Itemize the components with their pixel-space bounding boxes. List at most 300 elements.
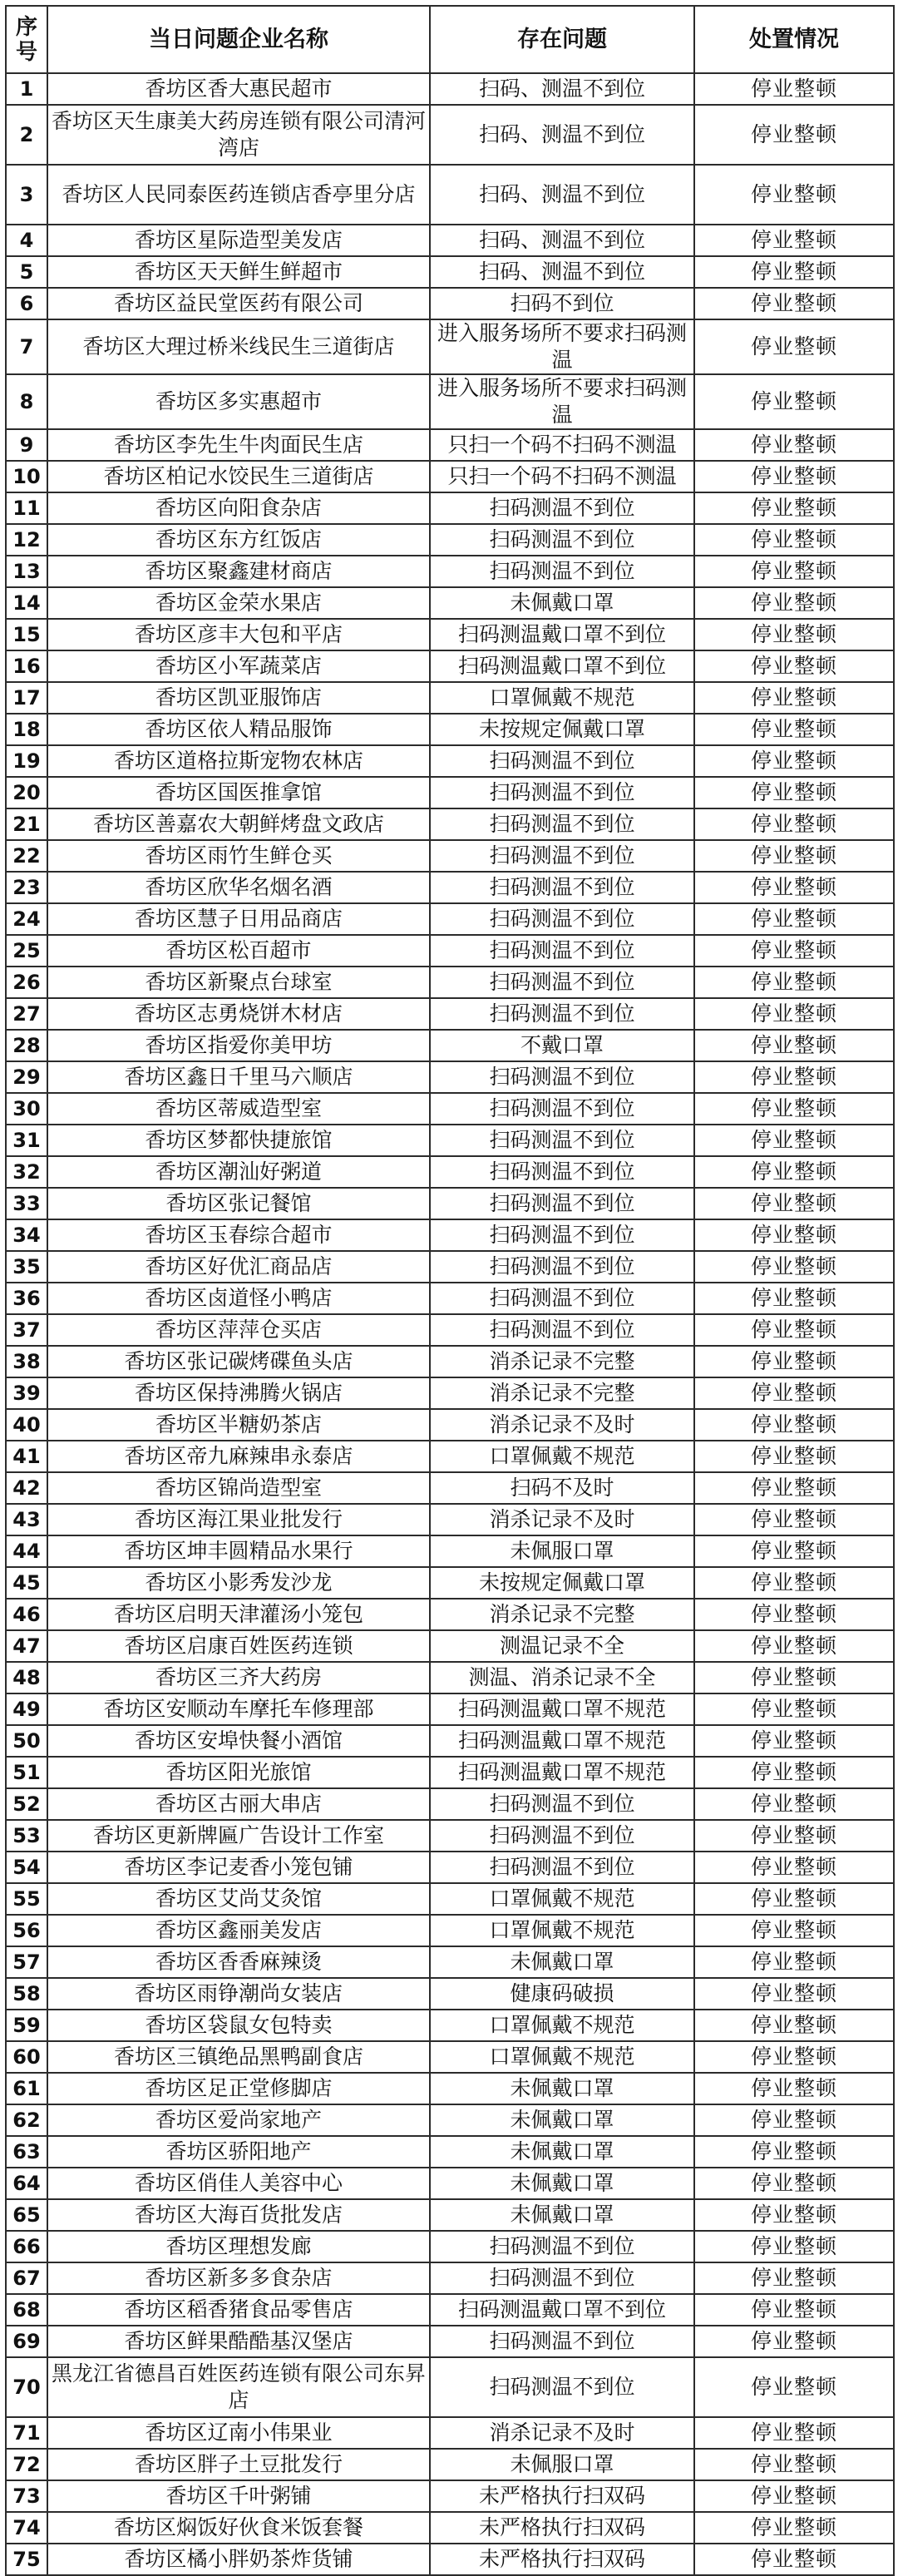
issue-text: 不戴口罩 [430,1030,694,1061]
company-name: 香坊区金荣水果店 [47,587,430,619]
row-number: 50 [6,1725,47,1757]
company-name: 香坊区天生康美大药房连锁有限公司清河湾店 [47,105,430,165]
issue-text: 未严格执行扫双码 [430,2480,694,2512]
company-name: 香坊区东方红饭店 [47,524,430,556]
action-status: 停业整顿 [694,524,894,556]
table-row [6,2326,894,2357]
company-name: 香坊区善嘉农大朝鲜烤盘文政店 [47,808,430,840]
table-row [6,1693,894,1725]
issue-text: 扫码测温不到位 [430,1283,694,1314]
table-row [6,2073,894,2104]
table-row [6,2480,894,2512]
row-number: 7 [6,319,47,374]
action-status: 停业整顿 [694,935,894,967]
table-row [6,2041,894,2073]
table-row [6,2168,894,2199]
row-number: 9 [6,429,47,461]
row-number: 65 [6,2199,47,2231]
table-row [6,165,894,225]
issue-text: 只扫一个码不扫码不测温 [430,429,694,461]
header-issue: 存在问题 [430,6,694,73]
company-name: 香坊区彦丰大包和平店 [47,619,430,650]
action-status: 停业整顿 [694,714,894,745]
row-number: 67 [6,2262,47,2294]
issue-text: 消杀记录不完整 [430,1346,694,1377]
company-name: 香坊区艾尚艾灸馆 [47,1883,430,1915]
issue-text: 扫码测温不到位 [430,777,694,808]
action-status: 停业整顿 [694,2449,894,2480]
row-number: 35 [6,1251,47,1283]
table-row [6,1314,894,1346]
company-name: 香坊区潮汕好粥道 [47,1156,430,1188]
company-name: 香坊区香香麻辣烫 [47,1946,430,1978]
company-name: 香坊区梦都快捷旅馆 [47,1125,430,1156]
row-number: 52 [6,1788,47,1820]
action-status: 停业整顿 [694,1852,894,1883]
action-status: 停业整顿 [694,2073,894,2104]
table-row [6,1567,894,1599]
company-name: 香坊区星际造型美发店 [47,225,430,256]
issue-text: 未佩戴口罩 [430,1946,694,1978]
action-status: 停业整顿 [694,1188,894,1219]
action-status: 停业整顿 [694,1441,894,1472]
table-row [6,2417,894,2449]
table-row [6,1156,894,1188]
issue-text: 进入服务场所不要求扫码测温 [430,374,694,429]
table-row [6,2357,894,2417]
table-row [6,1599,894,1630]
company-name: 香坊区国医推拿馆 [47,777,430,808]
row-number: 63 [6,2136,47,2168]
issue-text: 扫码测温不到位 [430,998,694,1030]
table-row [6,1061,894,1093]
action-status: 停业整顿 [694,256,894,288]
issue-text: 扫码测温不到位 [430,1125,694,1156]
table-row [6,2449,894,2480]
row-number: 36 [6,1283,47,1314]
table-row [6,225,894,256]
action-status: 停业整顿 [694,1504,894,1535]
company-name: 香坊区玉春综合超市 [47,1219,430,1251]
action-status: 停业整顿 [694,319,894,374]
company-name: 香坊区千叶粥铺 [47,2480,430,2512]
company-name: 香坊区坤丰圆精品水果行 [47,1535,430,1567]
issue-text: 未佩戴口罩 [430,2136,694,2168]
action-status: 停业整顿 [694,225,894,256]
table-row [6,374,894,429]
action-status: 停业整顿 [694,1725,894,1757]
company-name: 香坊区半糖奶茶店 [47,1409,430,1441]
action-status: 停业整顿 [694,1346,894,1377]
issue-text: 扫码测温不到位 [430,1820,694,1852]
row-number: 29 [6,1061,47,1093]
company-name: 香坊区人民同泰医药连锁店香亭里分店 [47,165,430,225]
company-name: 香坊区古丽大串店 [47,1788,430,1820]
row-number: 60 [6,2041,47,2073]
row-number: 28 [6,1030,47,1061]
table-row [6,1915,894,1946]
issue-text: 消杀记录不完整 [430,1377,694,1409]
table-row [6,1283,894,1314]
action-status: 停业整顿 [694,2041,894,2073]
table-row [6,1978,894,2010]
action-status: 停业整顿 [694,1283,894,1314]
issue-text: 测温记录不全 [430,1630,694,1662]
company-name: 香坊区凯亚服饰店 [47,682,430,714]
table-body [6,73,894,2575]
company-name: 香坊区好优汇商品店 [47,1251,430,1283]
table-row [6,903,894,935]
company-name: 香坊区小影秀发沙龙 [47,1567,430,1599]
issue-text: 扫码测温不到位 [430,1788,694,1820]
row-number: 53 [6,1820,47,1852]
table-row [6,2512,894,2544]
action-status: 停业整顿 [694,998,894,1030]
company-name: 香坊区稻香猪食品零售店 [47,2294,430,2326]
row-number: 58 [6,1978,47,2010]
action-status: 停业整顿 [694,2104,894,2136]
table-row [6,73,894,105]
table-row [6,1630,894,1662]
company-name: 香坊区大海百货批发店 [47,2199,430,2231]
company-name: 香坊区李先生牛肉面民生店 [47,429,430,461]
row-number: 47 [6,1630,47,1662]
table-row [6,492,894,524]
issue-text: 消杀记录不完整 [430,1599,694,1630]
row-number: 1 [6,73,47,105]
table-row [6,461,894,492]
issue-text: 消杀记录不及时 [430,2417,694,2449]
issue-text: 扫码测温不到位 [430,1219,694,1251]
issue-text: 未佩戴口罩 [430,587,694,619]
company-name: 香坊区慧子日用品商店 [47,903,430,935]
action-status: 停业整顿 [694,1125,894,1156]
action-status: 停业整顿 [694,872,894,903]
row-number: 46 [6,1599,47,1630]
company-name: 香坊区安埠快餐小酒馆 [47,1725,430,1757]
issue-text: 口罩佩戴不规范 [430,682,694,714]
row-number: 57 [6,1946,47,1978]
action-status: 停业整顿 [694,1251,894,1283]
issue-text: 消杀记录不及时 [430,1409,694,1441]
company-name: 香坊区香大惠民超市 [47,73,430,105]
issue-text: 未按规定佩戴口罩 [430,714,694,745]
action-status: 停业整顿 [694,1662,894,1693]
table-row [6,872,894,903]
table-row [6,1820,894,1852]
table-row [6,1852,894,1883]
action-status: 停业整顿 [694,1377,894,1409]
action-status: 停业整顿 [694,1946,894,1978]
action-status: 停业整顿 [694,429,894,461]
issue-text: 扫码、测温不到位 [430,225,694,256]
row-number: 20 [6,777,47,808]
issue-text: 扫码不到位 [430,288,694,319]
company-name: 香坊区理想发廊 [47,2231,430,2262]
table-row [6,1472,894,1504]
issue-text: 口罩佩戴不规范 [430,1915,694,1946]
issue-text: 扫码、测温不到位 [430,73,694,105]
company-name: 香坊区松百超市 [47,935,430,967]
table-row [6,1219,894,1251]
row-number: 64 [6,2168,47,2199]
issue-text: 测温、消杀记录不全 [430,1662,694,1693]
issue-text: 未严格执行扫双码 [430,2512,694,2544]
row-number: 43 [6,1504,47,1535]
action-status: 停业整顿 [694,73,894,105]
table-row [6,1251,894,1283]
table-row [6,840,894,872]
table-row [6,1030,894,1061]
table-row [6,650,894,682]
issue-text: 扫码测温不到位 [430,1852,694,1883]
company-name: 香坊区张记餐馆 [47,1188,430,1219]
issue-text: 扫码测温不到位 [430,808,694,840]
action-status: 停业整顿 [694,2480,894,2512]
issue-text: 扫码测温不到位 [430,1093,694,1125]
table-row [6,1757,894,1788]
table-row [6,1409,894,1441]
company-name: 香坊区雨竹生鲜仓买 [47,840,430,872]
issue-text: 扫码测温戴口罩不规范 [430,1693,694,1725]
row-number: 15 [6,619,47,650]
row-number: 75 [6,2544,47,2575]
company-name: 香坊区张记碳烤碟鱼头店 [47,1346,430,1377]
table-row [6,2010,894,2041]
company-name: 香坊区新多多食杂店 [47,2262,430,2294]
action-status: 停业整顿 [694,1915,894,1946]
issue-text: 扫码测温不到位 [430,1156,694,1188]
table-row [6,1788,894,1820]
row-number: 16 [6,650,47,682]
row-number: 13 [6,556,47,587]
row-number: 23 [6,872,47,903]
company-name: 香坊区胖子土豆批发行 [47,2449,430,2480]
row-number: 17 [6,682,47,714]
row-number: 56 [6,1915,47,1946]
row-number: 39 [6,1377,47,1409]
action-status: 停业整顿 [694,650,894,682]
action-status: 停业整顿 [694,1093,894,1125]
row-number: 19 [6,745,47,777]
row-number: 34 [6,1219,47,1251]
row-number: 32 [6,1156,47,1188]
issue-text: 健康码破损 [430,1978,694,2010]
company-name: 香坊区保持沸腾火锅店 [47,1377,430,1409]
issue-text: 扫码测温不到位 [430,903,694,935]
row-number: 55 [6,1883,47,1915]
company-name: 香坊区新聚点台球室 [47,967,430,998]
issue-text: 口罩佩戴不规范 [430,2041,694,2073]
table-row [6,1188,894,1219]
table-row [6,1441,894,1472]
table-row [6,2199,894,2231]
issue-text: 扫码不及时 [430,1472,694,1504]
company-name: 香坊区帝九麻辣串永泰店 [47,1441,430,1472]
company-name: 香坊区指爱你美甲坊 [47,1030,430,1061]
issue-text: 口罩佩戴不规范 [430,1441,694,1472]
company-name: 香坊区雨铮潮尚女装店 [47,1978,430,2010]
table-row [6,619,894,650]
action-status: 停业整顿 [694,808,894,840]
table-header-row [6,6,894,73]
action-status: 停业整顿 [694,288,894,319]
row-number: 11 [6,492,47,524]
table-row [6,2136,894,2168]
issue-text: 未严格执行扫双码 [430,2544,694,2575]
table-row [6,1535,894,1567]
action-status: 停业整顿 [694,2262,894,2294]
action-status: 停业整顿 [694,1630,894,1662]
action-status: 停业整顿 [694,2357,894,2417]
company-name: 香坊区聚鑫建材商店 [47,556,430,587]
company-name: 香坊区袋鼠女包特卖 [47,2010,430,2041]
table-row [6,1883,894,1915]
action-status: 停业整顿 [694,777,894,808]
row-number: 12 [6,524,47,556]
company-name: 香坊区鑫日千里马六顺店 [47,1061,430,1093]
table-row [6,1946,894,1978]
row-number: 40 [6,1409,47,1441]
action-status: 停业整顿 [694,556,894,587]
issue-text: 扫码测温不到位 [430,524,694,556]
action-status: 停业整顿 [694,619,894,650]
table-row [6,967,894,998]
table-row [6,556,894,587]
company-name: 香坊区骄阳地产 [47,2136,430,2168]
issue-text: 进入服务场所不要求扫码测温 [430,319,694,374]
issue-text: 只扫一个码不扫码不测温 [430,461,694,492]
table-row [6,1377,894,1409]
row-number: 2 [6,105,47,165]
issue-text: 未按规定佩戴口罩 [430,1567,694,1599]
action-status: 停业整顿 [694,587,894,619]
row-number: 48 [6,1662,47,1693]
action-status: 停业整顿 [694,2512,894,2544]
action-status: 停业整顿 [694,1409,894,1441]
row-number: 42 [6,1472,47,1504]
action-status: 停业整顿 [694,1030,894,1061]
company-name: 香坊区三齐大药房 [47,1662,430,1693]
action-status: 停业整顿 [694,1978,894,2010]
action-status: 停业整顿 [694,1219,894,1251]
company-name: 香坊区蒂威造型室 [47,1093,430,1125]
action-status: 停业整顿 [694,1883,894,1915]
row-number: 51 [6,1757,47,1788]
row-number: 61 [6,2073,47,2104]
issue-text: 扫码测温不到位 [430,1251,694,1283]
company-name: 香坊区橘小胖奶茶炸货铺 [47,2544,430,2575]
row-number: 27 [6,998,47,1030]
company-name: 香坊区天天鲜生鲜超市 [47,256,430,288]
issue-text: 扫码测温不到位 [430,492,694,524]
row-number: 33 [6,1188,47,1219]
issue-text: 口罩佩戴不规范 [430,2010,694,2041]
table-row [6,105,894,165]
action-status: 停业整顿 [694,1599,894,1630]
company-name: 香坊区启康百姓医药连锁 [47,1630,430,1662]
issue-text: 扫码测温不到位 [430,2231,694,2262]
table-row [6,319,894,374]
issue-text: 扫码测温不到位 [430,935,694,967]
row-number: 72 [6,2449,47,2480]
issue-text: 扫码测温不到位 [430,745,694,777]
row-number: 26 [6,967,47,998]
row-number: 68 [6,2294,47,2326]
company-name: 香坊区更新牌匾广告设计工作室 [47,1820,430,1852]
action-status: 停业整顿 [694,1567,894,1599]
row-number: 8 [6,374,47,429]
action-status: 停业整顿 [694,967,894,998]
row-number: 31 [6,1125,47,1156]
action-status: 停业整顿 [694,2231,894,2262]
action-status: 停业整顿 [694,745,894,777]
row-number: 38 [6,1346,47,1377]
company-name: 香坊区锦尚造型室 [47,1472,430,1504]
action-status: 停业整顿 [694,2294,894,2326]
issue-text: 扫码测温戴口罩不规范 [430,1757,694,1788]
company-name: 香坊区依人精品服饰 [47,714,430,745]
company-name: 香坊区卤道怪小鸭店 [47,1283,430,1314]
row-number: 18 [6,714,47,745]
table-row [6,777,894,808]
issue-text: 扫码测温不到位 [430,1061,694,1093]
table-row [6,1662,894,1693]
row-number: 4 [6,225,47,256]
row-number: 24 [6,903,47,935]
action-status: 停业整顿 [694,1757,894,1788]
action-status: 停业整顿 [694,2010,894,2041]
action-status: 停业整顿 [694,165,894,225]
table-row [6,1093,894,1125]
row-number: 3 [6,165,47,225]
action-status: 停业整顿 [694,374,894,429]
action-status: 停业整顿 [694,2199,894,2231]
row-number: 14 [6,587,47,619]
header-no: 序号 [6,6,47,73]
header-action: 处置情况 [694,6,894,73]
action-status: 停业整顿 [694,105,894,165]
action-status: 停业整顿 [694,903,894,935]
company-name: 香坊区爱尚家地产 [47,2104,430,2136]
row-number: 30 [6,1093,47,1125]
company-name: 香坊区海江果业批发行 [47,1504,430,1535]
issue-text: 扫码、测温不到位 [430,105,694,165]
issue-text: 扫码、测温不到位 [430,165,694,225]
issue-text: 未佩戴口罩 [430,2104,694,2136]
action-status: 停业整顿 [694,1314,894,1346]
company-name: 香坊区萍萍仓买店 [47,1314,430,1346]
company-name: 香坊区道格拉斯宠物农林店 [47,745,430,777]
action-status: 停业整顿 [694,2417,894,2449]
company-name: 香坊区多实惠超市 [47,374,430,429]
issue-text: 未佩戴口罩 [430,2199,694,2231]
table-row [6,2104,894,2136]
row-number: 74 [6,2512,47,2544]
company-name: 香坊区益民堂医药有限公司 [47,288,430,319]
company-name: 香坊区阳光旅馆 [47,1757,430,1788]
company-name: 香坊区大理过桥米线民生三道街店 [47,319,430,374]
action-status: 停业整顿 [694,1472,894,1504]
table-row [6,745,894,777]
issue-text: 扫码测温不到位 [430,556,694,587]
table-row [6,288,894,319]
issue-text: 消杀记录不及时 [430,1504,694,1535]
row-number: 6 [6,288,47,319]
row-number: 69 [6,2326,47,2357]
issue-text: 扫码测温戴口罩不规范 [430,1725,694,1757]
table-row [6,1504,894,1535]
